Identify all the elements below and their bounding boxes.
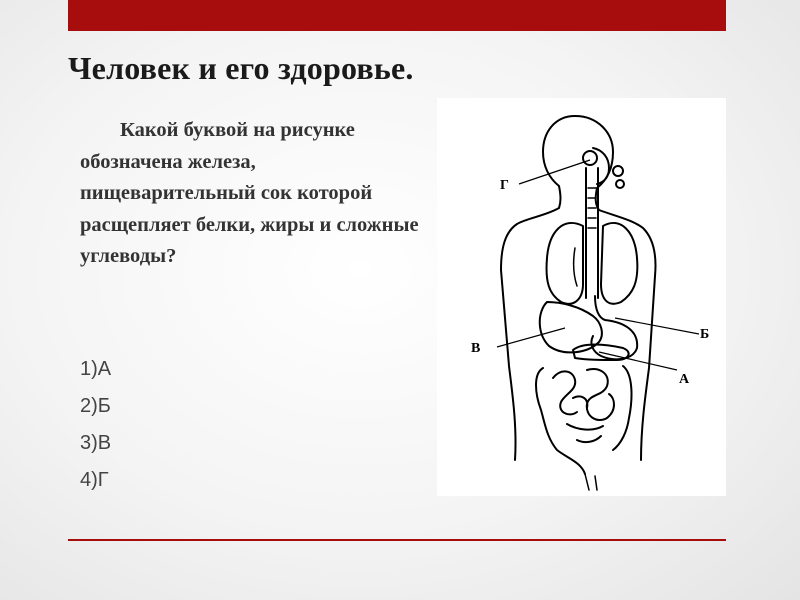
top-accent-bar: [68, 0, 726, 31]
slide-title: Человек и его здоровье.: [68, 50, 414, 86]
pointer-g: [519, 160, 590, 184]
label-g: Г: [500, 178, 509, 193]
pointer-b: [615, 318, 699, 334]
digestive-system-diagram: [437, 98, 726, 496]
gland-g: [583, 151, 597, 165]
answer-options: [80, 352, 111, 500]
stomach: [591, 296, 637, 359]
small-intestine: [553, 369, 614, 442]
label-b: Б: [700, 327, 710, 342]
bottom-divider: [68, 539, 726, 541]
question-text: Какой буквой на рисунке обозначена железа, пищеварительный сок которой расщепляет белки, жиры и сложные углеводы?: [80, 119, 419, 267]
answer-option-2[interactable]: 2)Б: [80, 395, 111, 417]
answer-option-3[interactable]: 3)В: [80, 432, 112, 454]
right-lung: [601, 223, 637, 304]
pointer-a: [599, 352, 677, 370]
body-outline: [501, 116, 575, 460]
answer-option-4[interactable]: 4)Г: [80, 469, 109, 491]
answer-option-1[interactable]: 1)А: [80, 358, 112, 380]
anatomy-figure: [437, 98, 726, 496]
label-a: А: [679, 372, 690, 387]
large-intestine: [536, 366, 631, 474]
left-lung: [547, 223, 583, 304]
label-v: В: [471, 341, 481, 356]
